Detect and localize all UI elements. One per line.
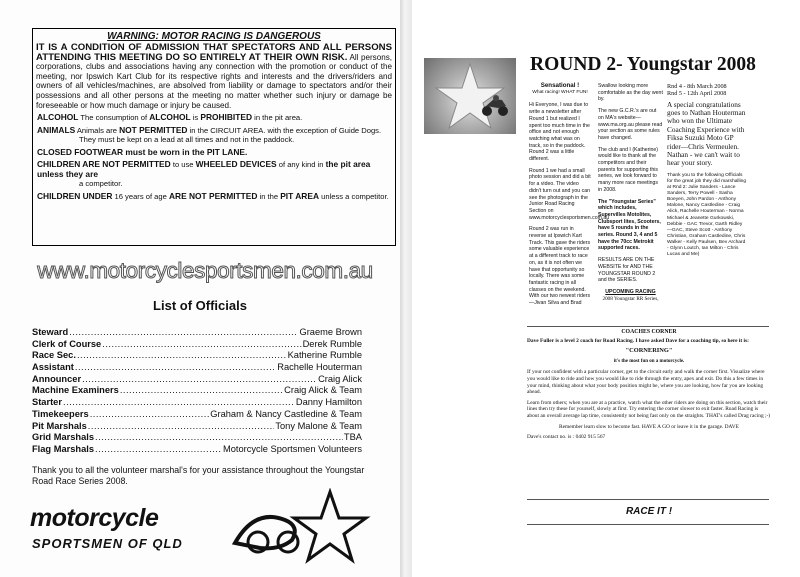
- leader-dots: [95, 432, 343, 442]
- official-role: Timekeepers: [32, 408, 89, 419]
- official-name: Graham & Nancy Castledine & Team: [210, 408, 362, 419]
- page-fold: [400, 0, 412, 577]
- col1-para: Round 2 was run in reverse at Ipswich Kart Track. This gave the riders some valuable experience at a different track to race on, as it is not often we have that opportunity so locally. There was some fantastic racing in all classes on the weekend. With our two newest riders—Jivan Silva and Brad: [529, 226, 591, 307]
- column-1: [529, 82, 610, 312]
- official-name: TBA: [343, 432, 362, 443]
- official-row: [32, 374, 362, 386]
- newsletter-title: ROUND 2- Youngstar 2008: [530, 54, 756, 75]
- official-name: Graeme Brown: [299, 327, 362, 337]
- website-url: www.motorcyclesportsmen.com.au: [37, 258, 373, 283]
- logo-word: motorcycle: [30, 504, 159, 532]
- leader-dots: [77, 350, 287, 360]
- divider: [527, 499, 769, 500]
- rule-alcohol: ALCOHOL The consumption of ALCOHOL is PROHIBITED in the pit area.: [37, 112, 303, 123]
- warning-title: WARNING: MOTOR RACING IS DANGEROUS: [107, 31, 321, 42]
- leader-dots: [102, 339, 301, 349]
- leader-dots: [82, 374, 317, 384]
- warning-body: [36, 43, 392, 110]
- official-name: Motorcycle Sportsmen Volunteers: [223, 443, 362, 454]
- col2-para: Swallow looking more comfortable as the day went by.: [598, 83, 663, 103]
- official-name: Craig Alick: [318, 373, 362, 384]
- coaches-para: Remember learn slow to become fast. HAVE A GO or leave it in the garage. DAVE: [559, 423, 739, 430]
- official-role: Starter: [32, 397, 62, 408]
- official-row: [32, 339, 362, 351]
- column-2: [598, 83, 663, 302]
- volunteer-thanks: Thank you to all the volunteer marshal's for your assistance throughout the Youngstar Road Race Series 2008.: [32, 465, 365, 486]
- officials-title: List of Officials: [153, 298, 247, 313]
- race-it-banner: RACE IT !: [625, 506, 673, 517]
- coaches-intro: Dave Fuller is a level 2 coach for Road Racing. I have asked Dave for a coaching tip, so here it is:: [527, 337, 749, 344]
- round-5-date: Rnd 5 - 12th April 2008: [667, 90, 727, 98]
- column-3: [667, 83, 747, 258]
- official-row: [32, 409, 362, 421]
- warning-lead: IT IS A CONDITION OF ADMISSION THAT SPECTATORS AND ALL PERSONS ATTENDING THIS MEETING DO SO ENTIRELY AT THEIR OWN RISK.: [36, 42, 392, 63]
- header-photo: [424, 58, 516, 134]
- coaches-corner: [527, 329, 771, 445]
- official-name: Rachelle Houterman: [277, 362, 362, 373]
- divider: [527, 524, 769, 525]
- leader-dots: [95, 444, 222, 454]
- leader-dots: [90, 409, 210, 419]
- official-row: [32, 397, 362, 409]
- coaches-heading: COACHES CORNER: [621, 329, 677, 335]
- club-logo: [30, 488, 390, 570]
- round-4-date: Rnd 4 - 8th March 2008: [667, 83, 727, 90]
- official-row: [32, 421, 362, 433]
- leader-dots: [120, 385, 283, 395]
- upcoming-text: 2008 Youngstar RR Series,: [602, 295, 659, 302]
- col2-para: The "Youngstar Series" which includes, Supervilles Motolites, Clubsport lites, Scooters, have 5 rounds in the series. Round 3, 4 and 5 have the 70cc Metrokit supported races.: [598, 198, 661, 252]
- leader-dots: [69, 327, 298, 337]
- motorcycle-photo: [480, 94, 510, 118]
- col2-para: RESULTS ARE ON THE WEBSITE for AND THE YOUNGSTAR ROUND 2 and the SERIES.: [598, 257, 656, 284]
- official-role: Grid Marshals: [32, 432, 95, 443]
- official-row: [32, 432, 362, 444]
- official-row: [32, 385, 362, 397]
- col2-para: The club and I (Katherine) would like to thank all the competitors and their parents for supporting this series, we look forward to many more race meetings in 2008.: [598, 146, 658, 193]
- congratulations-text: A special congratulations goes to Nathan Houterman who won the Ultimate Coaching Experience with Fiksa Suzuki Moto GP rider—Chris Vermeulen. Nathan - we can't wait to hear your story.: [667, 99, 746, 168]
- official-name: Tony Malone & Team: [275, 420, 362, 431]
- rule-children-wheeled: CHILDREN ARE NOT PERMITTED to use WHEELED DEVICES of any kind in the pit area unless they are a competitor.: [37, 159, 371, 189]
- marshal-thanks: Thank you to the following Officials for the great job they did marshalling at Rnd 2: Julie Sanders - Lance Sanders, Terry Powell - Sasha Boeyen, John Pardon - Anthony Malone, Nancy Castledine - Craig Alick, Rachelle Houterman - Norma Michael & Jeanette Gurkowski, Debbie - GAC Trevor, Garth Ridley—GAC, Steve Scott - Anthony Christian, Graham Castledine, Chris Walker - Kelly Paulsen, Bev Archard - Glynn Loutch, Ian Milton - Chris Lucas and Me): [667, 172, 747, 258]
- col1-para: Hi Everyone, I was due to write a newsletter after Round 1 but realized I spent too much time in the office and not enough watching what was on track, so in the paddock. Round 2 was a little different.: [529, 102, 590, 163]
- leader-dots: [88, 421, 275, 431]
- warning-text: All persons, corporations, clubs and associations having any connection with the promotion or conduct of the meeting, nor Ipswich Kart Club for its respective rights and interests and the drivers/riders and owners of all vehicles/machines, are absolved from liability or damage to spectators and/or their possessions and all other persons at the meeting no matter whether such injury or damage be foreseeable or how much damage or injury be caused.: [36, 52, 392, 110]
- cornering-title: "CORNERING": [625, 347, 673, 355]
- rule-children-under-16: CHILDREN UNDER 16 years of age ARE NOT PERMITTED in the PIT AREA unless a competitor.: [37, 190, 389, 201]
- official-row: [32, 362, 362, 374]
- col2-para: The new G.C.R.'s are out on MA's website—www.ma.org.au please read your section as some rules have changed.: [598, 108, 663, 141]
- logo-subtitle: SPORTSMEN OF QLD: [32, 536, 183, 551]
- official-role: Clerk of Course: [32, 338, 102, 349]
- official-row: [32, 444, 362, 456]
- upcoming-heading: UPCOMING RACING: [605, 288, 656, 295]
- leader-dots: [75, 362, 276, 372]
- coaches-contact: Dave's contact no. is : 0402 915 567: [527, 434, 606, 441]
- sensational-sub: What racing! WHAT FUN!: [532, 89, 588, 95]
- official-name: Katherine Rumble: [287, 350, 362, 361]
- official-role: Race Sec.: [32, 350, 76, 361]
- rule-animals: ANIMALS Animals are NOT PERMITTED in the CIRCUIT AREA. with the exception of Guide Dogs. They must be kept on a lead at all times and not in the paddock.: [37, 124, 382, 145]
- officials-list: [32, 327, 362, 456]
- cornering-subtitle: it's the most fun on a motorcycle.: [613, 358, 685, 364]
- official-role: Announcer: [32, 373, 82, 384]
- official-name: Derek Rumble: [302, 338, 362, 349]
- leader-dots: [63, 397, 295, 407]
- official-role: Flag Marshals: [32, 443, 95, 454]
- rule-footwear: CLOSED FOOTWEAR must be worn in the PIT LANE.: [37, 146, 248, 157]
- warning-box: [32, 28, 396, 246]
- col1-para: Round 1 we had a small photo session and did a bit for a video. The video didn't turn out and you can see the photograph in the Junior Road Racing Section on www.motorcyclesportsmen.com.au: [529, 167, 610, 221]
- coaches-para: If your not confident with a particular corner, get to the circuit early and walk the corner first. Visualize where you would like to ride and how you would like to ride through the entry, apex and exit. Do this a few times in your mind, thinking about what your body position might be, where you are looking, how far you are looking ahead.: [527, 369, 765, 396]
- official-role: Pit Marshals: [32, 420, 87, 431]
- official-role: Machine Examiners: [32, 385, 119, 396]
- official-row: [32, 327, 362, 339]
- sensational-heading: Sensational !: [540, 82, 580, 89]
- official-role: Assistant: [32, 362, 74, 373]
- coaches-para: Learn from others; when you are at a practice, watch what the other riders are doing on this section, watch their lines then try these for yourself, slowly at first. Try entering the corner slower to exit faster. Road Racing is about an overall average lap time, consistently not being fast only on the straights. THAT's called Drag racing ;-): [527, 399, 771, 419]
- official-name: Danny Hamilton: [295, 397, 362, 408]
- official-row: [32, 350, 362, 362]
- official-role: Steward: [32, 327, 69, 337]
- divider: [527, 326, 769, 327]
- official-name: Craig Alick & Team: [284, 385, 362, 396]
